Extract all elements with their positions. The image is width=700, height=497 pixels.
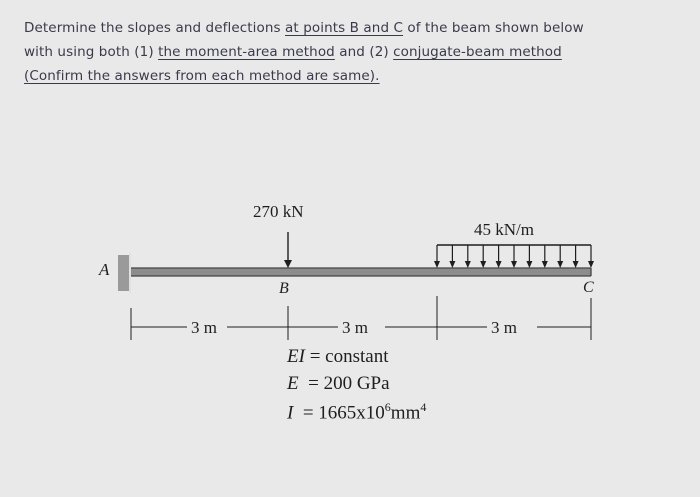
- udl-arrowhead: [496, 261, 502, 268]
- problem-text: Determine the slopes and deflections: [24, 20, 286, 36]
- e-property: [287, 373, 390, 395]
- i-property: [287, 400, 426, 424]
- udl-arrowhead: [480, 261, 486, 268]
- udl-arrowhead: [511, 261, 517, 268]
- problem-text: with using both (1): [24, 44, 159, 60]
- i-unit: mm: [390, 402, 421, 424]
- udl-arrowhead: [542, 261, 548, 268]
- dim-dc-label: 3 m: [491, 318, 517, 337]
- i-symbol: I: [287, 402, 294, 424]
- problem-line-3: (Confirm the answers from each method are same).: [24, 68, 380, 84]
- dim-bd-label: 3 m: [342, 318, 368, 337]
- udl-arrowhead: [557, 261, 563, 268]
- udl-arrowhead: [526, 261, 532, 268]
- point-c-label: C: [583, 279, 594, 296]
- udl-arrowhead: [588, 261, 594, 268]
- i-value: = 1665x10: [293, 402, 385, 424]
- problem-text-underlined: the moment-area method: [158, 44, 335, 60]
- udl-arrowhead: [449, 261, 455, 268]
- problem-text-underlined: conjugate-beam method: [393, 44, 562, 60]
- problem-text-underlined: at points B and C: [285, 20, 404, 36]
- distributed-load-label: 45 kN/m: [474, 220, 534, 239]
- e-value: = 200 GPa: [298, 373, 390, 394]
- e-symbol: E: [287, 373, 299, 394]
- i-exponent: 6: [384, 400, 391, 414]
- ei-symbol: EI: [287, 346, 305, 367]
- point-a-label: A: [99, 260, 110, 279]
- dim-ab-label: 3 m: [191, 318, 217, 337]
- problem-text: and (2): [334, 44, 394, 60]
- fixed-support: [118, 255, 130, 291]
- udl-arrowhead: [573, 261, 579, 268]
- beam: [131, 268, 591, 276]
- point-b-label: B: [279, 280, 289, 297]
- distributed-load-arrows: [434, 245, 594, 268]
- ei-value: = constant: [304, 346, 389, 367]
- udl-arrowhead: [434, 261, 440, 268]
- ei-property: [287, 346, 388, 368]
- point-load-arrowhead: [284, 260, 292, 268]
- i-unit-exponent: 4: [420, 400, 427, 414]
- point-load-label: 270 kN: [253, 202, 304, 221]
- problem-text: of the beam shown below: [403, 20, 584, 36]
- udl-arrowhead: [465, 261, 471, 268]
